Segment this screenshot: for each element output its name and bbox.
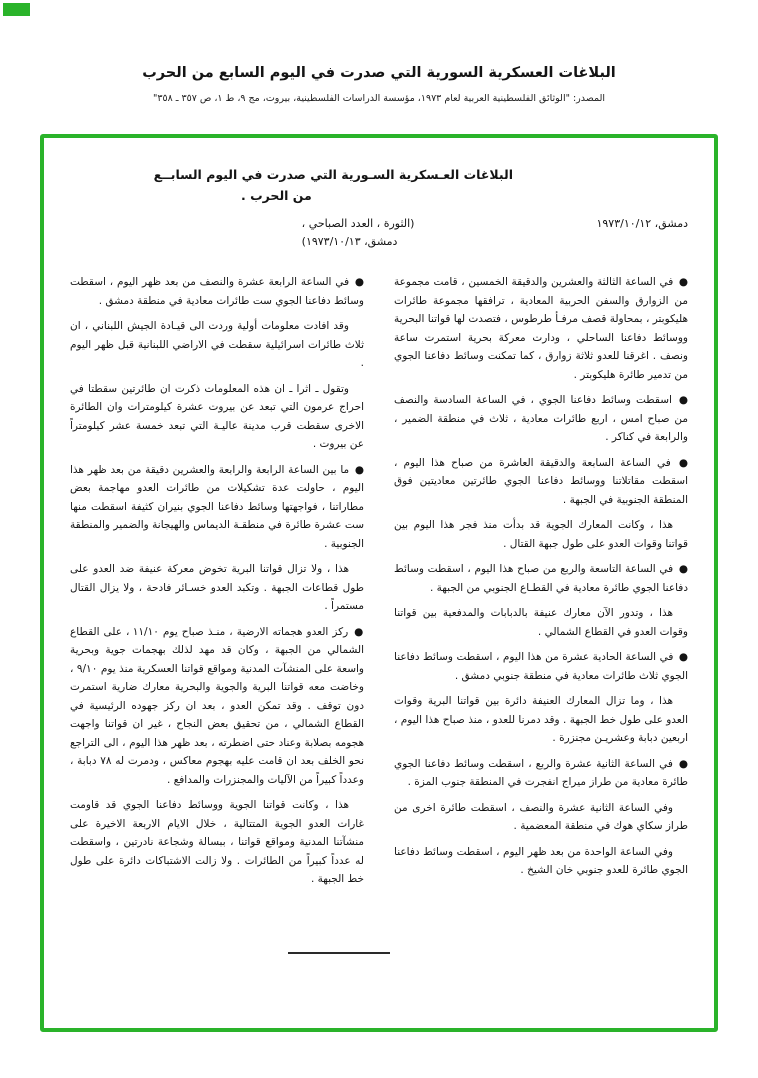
- bulleted-paragraph: ● في الساعة الحادية عشرة من هذا اليوم ، اسقطت وسائط دفاعنا الجوي ثلاث طائرات معادية في منطقة جنوبي دمشق .: [394, 651, 688, 682]
- paragraph: وفي الساعة الثانية عشرة والنصف ، اسقطت طائرة اخرى من طراز سكاي هوك في منطقة المعضمية .: [394, 801, 688, 832]
- dateline-ref-line1: (الثورة ، العدد الصباحي ،: [301, 217, 415, 230]
- paragraph: هذا ، وتدور الآن معارك عنيفة بالدبابات والمدفعية بين قواتنا وقوات العدو في القطاع الشمالي .: [394, 607, 688, 638]
- page-header: [0, 0, 758, 104]
- paragraph: هذا ، وكانت المعارك الجوية قد بدأت منذ فجر هذا اليوم بين قواتنا وقوات العدو على طول جبهة القتال .: [394, 519, 688, 550]
- document-title: [153, 164, 513, 206]
- paragraph: هذا ، وكانت قواتنا الجوية ووسائط دفاعنا الجوي قد قاومت غارات العدو الجوية المتتالية ، خلال الايام الاربعة الاخيرة على منشآتنا المدنية ومواقع قواتنا ، ببسالة وشجاعة نادرتين ، واسقطت له عدداً كبيراً من الطائرات . ولا زالت الاشتباكات دائرة على طول خط الجبهة .: [70, 799, 364, 885]
- page-title: البلاغات العسكرية السورية التي صدرت في اليوم السابع من الحرب: [142, 65, 616, 81]
- corner-mark: [3, 3, 30, 16]
- bulleted-paragraph: ● ركز العدو هجماته الارضية ، منـذ صباح يوم ١١/١٠ ، على القطاع الشمالي من الجبهة ، وكان قد مهد لذلك بهجمات جوية وبحرية واسعة على المنشآت المدنية ومواقع قواتنا العسكرية منذ يوم ٩/١٠ ، وخاضت معه قواتنا البرية والجوية والبحرية معارك ضارية استمرت دون توقف . وقد تمكن العدو ، بعد ان ركز جهوده الرئيسية في القطاع الشمالي ، من تحقيق بعض النجاح ، غير ان قواتنا واجهت هجومه بصلابة وعناد حتى اضطرته ، بعد ظهر هذا اليوم ، الى التراجع نحو الخلف بعد ان قامت عليه بهجوم معاكس ، ودمرت له ٧٨ دبابة ، وعدداً كبيراً من الآليات والمجنزرات والمدافع .: [70, 625, 364, 786]
- dateline-source-ref: [302, 215, 415, 251]
- bulleted-paragraph: ● ما بين الساعة الرابعة والرابعة والعشرين دقيقة من بعد ظهر هذا اليوم ، حاولت عدة تشكيلات من طائرات العدو مهاجمة بعض مطاراتنا ، فواجهتها وسائط دفاعنا الجوي بنيران كثيفة اسقطت منها ست عشرة طائرة في منطقـة الديماس والهيجانة والضمير والمنطقة الجنوبية .: [70, 463, 364, 550]
- bulleted-paragraph: ● في الساعة التاسعة والربع من صباح هذا اليوم ، اسقطت وسائط دفاعنا الجوي طائرة معادية في القطـاع الجنوبي من الجبهة .: [394, 563, 688, 594]
- source-citation: المصدر: "الوثائق الفلسطينية العربية لعام ١٩٧٣، مؤسسة الدراسات الفلسطينية، بيروت، مج ٩، ط ١، ص ٣٥٧ ـ ٣٥٨": [152, 93, 606, 104]
- document-title-line2: من الحرب .: [241, 188, 312, 203]
- dateline-city-date: دمشق، ١٩٧٣/١٠/١٢: [596, 217, 688, 230]
- dateline: [70, 215, 688, 251]
- document-frame: [40, 134, 718, 1032]
- paragraph: هذا ، وما تزال المعارك العنيفة دائرة بين قواتنا البرية وقوات العدو على طول خط الجبهة . وقد دمرنا للعدو ، منذ صباح هذا اليوم ، اربعين دبابة وعشريـن مجنزرة .: [394, 695, 688, 744]
- paragraph: هذا ، ولا تزال قواتنا البرية تخوض معركة عنيفة ضد العدو على طول قطاعات الجبهة . وتكبد العدو خسـائر فادحة ، ولا يزال القتال مستمراً .: [70, 563, 364, 612]
- bulleted-paragraph: ● في الساعة الرابعة عشرة والنصف من بعد ظهر اليوم ، اسقطت وسائط دفاعنا الجوي ست طائرات معادية في منطقة دمشق .: [70, 276, 364, 307]
- column-right: [394, 273, 688, 896]
- bulleted-paragraph: ● في الساعة الثالثة والعشرين والدقيقة الخمسين ، قامت مجموعة من الزوارق والسفن الحربية المعادية ، ترافقها مجموعة طائرات هليكوبتر ، بمحاولة قصف مرفـأ طرطوس ، فتصدت لها قواتنا البحرية ووسائط دفاعنا الساحلي ، ودارت معركة بحرية استمرت ساعة ونصف . اغرقنا للعدو ثلاثة زوارق ، كما تمكنت وسائط دفاعنا الجوي من تدمير طائرة هليكوبتر .: [394, 276, 688, 381]
- bulleted-paragraph: ● في الساعة الثانية عشرة والربع ، اسقطت وسائط دفاعنا الجوي طائرة معادية من طراز ميراج انفجرت في المنطقة جنوب المزة .: [394, 757, 688, 788]
- bulleted-paragraph: ● اسقطت وسائط دفاعنا الجوي ، في الساعة السادسة والنصف من صباح امس ، اربع طائرات معادية ، ثلاث في منطقة الضمير ، والرابعة في كناكر .: [394, 394, 688, 443]
- paragraph: وتقول ـ اثرا ـ ان هذه المعلومات ذكرت ان طائرتين سقطتا في احراج عرمون التي تبعد عن بيروت عشرة كيلومترات وان الطائرة الاخرى سقطت قرب مدينة عاليـة التي تبعد خمسة عشر كيلومتراً عن بيروت .: [70, 382, 364, 450]
- column-left: [70, 273, 364, 896]
- paragraph: وقد افادت معلومات أولية وردت الى قيـادة الجيش اللبناني ، ان ثلاث طائرات اسرائيلية سقطت في الاراضي اللبنانية قبل ظهر اليوم .: [70, 320, 364, 369]
- end-rule: [288, 952, 390, 954]
- bulleted-paragraph: ● في الساعة السابعة والدقيقة العاشرة من صباح هذا اليوم ، اسقطت مقاتلاتنا ووسائط دفاعنا الجوي طائرتين معاديتين فوق المنطقة الجنوبية في الجبهة .: [394, 456, 688, 506]
- dateline-ref-line2: دمشق، ١٩٧٣/١٠/١٣): [301, 235, 398, 248]
- paragraph: وفي الساعة الواحدة من بعد ظهر اليوم ، اسقطت وسائط دفاعنا الجوي طائرة للعدو جنوبي خان الشيخ .: [394, 845, 688, 876]
- document-title-line1: البلاغات العـسكرية السـورية التي صدرت في اليوم السابــع: [153, 167, 513, 182]
- text-columns: [70, 273, 688, 896]
